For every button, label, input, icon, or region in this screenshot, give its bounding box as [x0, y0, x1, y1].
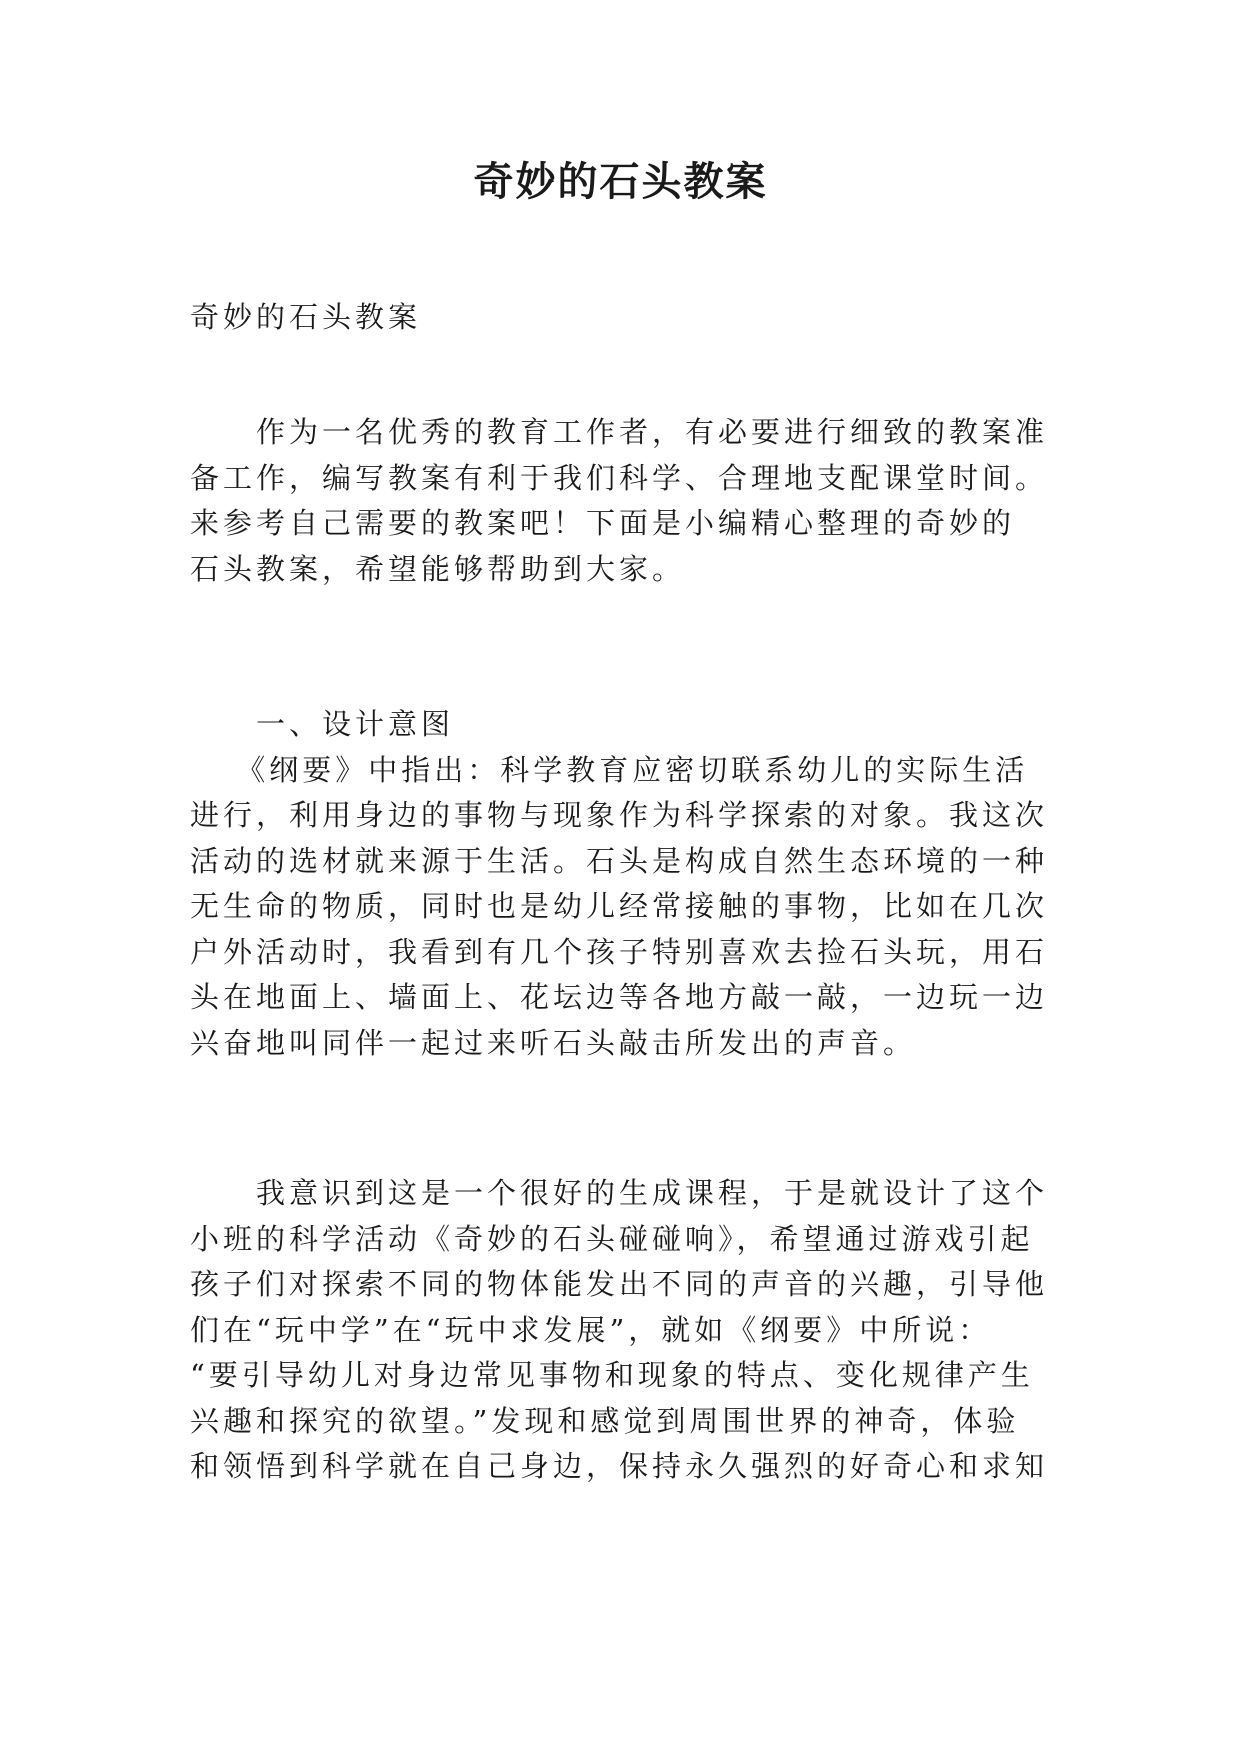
paragraph-line: 活动的选材就来源于生活。石头是构成自然生态环境的一种	[190, 843, 1049, 878]
paragraph-line: 头在地面上、墙面上、花坛边等各地方敲一敲，一边玩一边	[190, 980, 1049, 1014]
paragraph-line: 我意识到这是一个很好的生成课程，于是就设计了这个	[190, 1176, 1049, 1210]
paragraph-line: 和领悟到科学就在自己身边，保持永久强烈的好奇心和求知	[190, 1449, 1049, 1483]
paragraph-line: 兴趣和探究的欲望。”发现和感觉到周围世界的神奇，体验	[190, 1403, 1020, 1438]
paragraph-line: 兴奋地叫同伴一起过来听石头敲击所发出的声音。	[190, 1025, 917, 1060]
paragraph-line: 《纲要》中指出：科学教育应密切联系幼儿的实际生活	[190, 752, 1029, 787]
paragraph-line: 备工作，编写教案有利于我们科学、合理地支配课堂时间。	[190, 460, 1049, 495]
paragraph-line: 进行，利用身边的事物与现象作为科学探索的对象。我这次	[190, 798, 1049, 832]
design-intent-section	[190, 702, 1060, 1066]
paragraph-line: 作为一名优秀的教育工作者，有必要进行细致的教案准	[190, 415, 1049, 449]
generated-course-paragraph	[190, 1171, 1060, 1490]
paragraph-line: 小班的科学活动《奇妙的石头碰碰响》，希望通过游戏引起	[190, 1221, 1034, 1256]
document-subtitle	[190, 295, 1060, 341]
subtitle-line: 奇妙的石头教案	[190, 300, 422, 334]
paragraph-line: 来参考自己需要的教案吧！下面是小编精心整理的奇妙的	[190, 506, 1016, 540]
document-title: 奇妙的石头教案	[473, 158, 768, 205]
paragraph-line: 石头教案，希望能够帮助到大家。	[190, 551, 686, 586]
paragraph-line: 们在“玩中学”在“玩中求发展”，就如《纲要》中所说：	[190, 1312, 992, 1347]
section-heading: 一、设计意图	[190, 707, 455, 741]
paragraph-line: “要引导幼儿对身边常见事物和现象的特点、变化规律产生	[190, 1358, 1034, 1392]
paragraph-line: 孩子们对探索不同的物体能发出不同的声音的兴趣，引导他	[190, 1267, 1049, 1301]
paragraph-line: 户外活动时，我看到有几个孩子特别喜欢去捡石头玩，用石	[190, 934, 1049, 969]
intro-paragraph	[190, 410, 1060, 592]
paragraph-line: 无生命的物质，同时也是幼儿经常接触的事物，比如在几次	[190, 889, 1049, 923]
